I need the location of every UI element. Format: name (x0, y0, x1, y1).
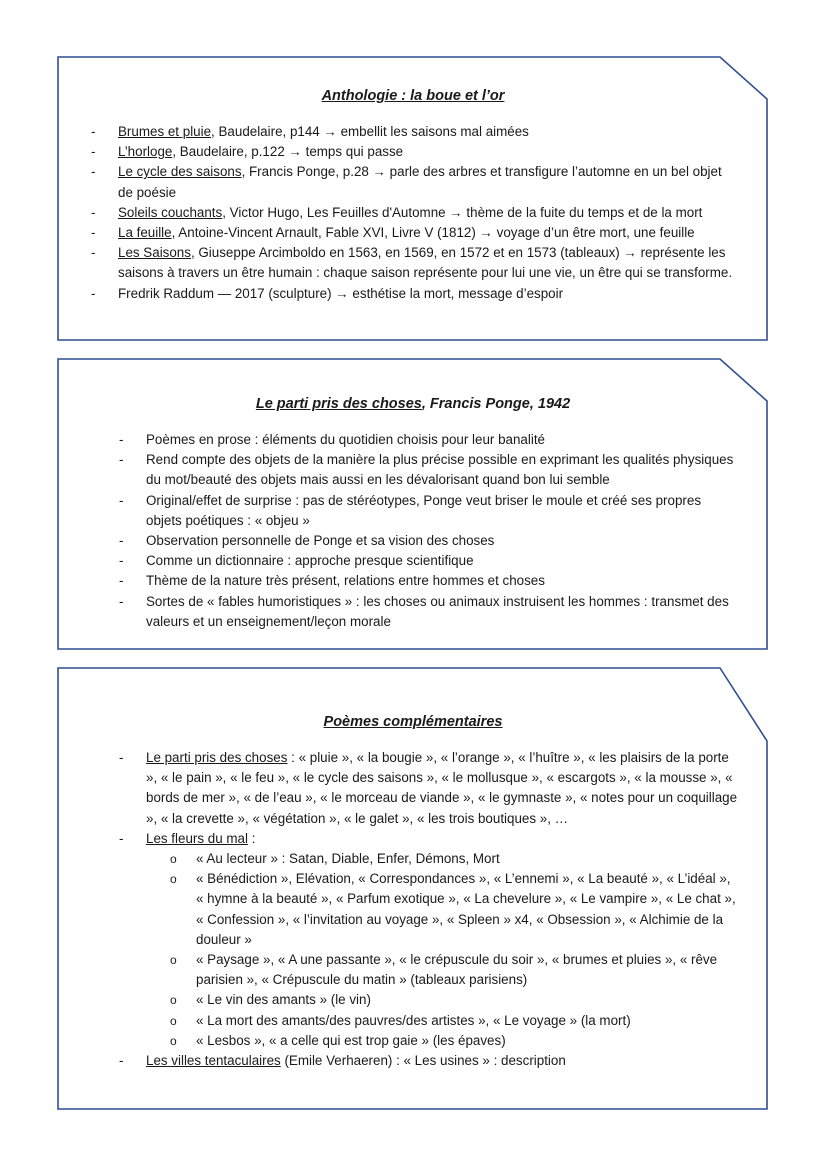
list-item: - Sortes de « fables humoristiques » : les choses ou animaux instruisent les hommes : transmet des valeurs et un enseignement/leçon morale (119, 593, 729, 629)
list-item: - Brumes et pluie, Baudelaire, p144 → embellit les saisons mal aimées (91, 124, 529, 139)
list-item: - Les Saisons, Giuseppe Arcimboldo en 1563, en 1569, en 1572 et en 1573 (tableaux) → représente les saisons à travers un être humain : chaque saison représente pour lui une vie, un être qui se transforme. (91, 245, 733, 281)
sub-list-item: o « La mort des amants/des pauvres/des artistes », « Le voyage » (la mort) (170, 1012, 631, 1028)
sub-list-item: o « Bénédiction », Elévation, « Correspondances », « L’ennemi », « La beauté », « L’idéal », « hymne à la beauté », « Parfum exotique », « La chevelure », « Le vampire », « Le chat », « Confession », « l’invitation au voyage », « Spleen » x4, « Obsession », « Alchimie de la douleur » (170, 871, 736, 947)
list-item: - Soleils couchants, Victor Hugo, Les Feuilles d'Automne → thème de la fuite du temps et de la mort (91, 204, 703, 220)
section-poemes (57, 667, 769, 1111)
section-parti-pris (57, 358, 769, 651)
list-item: - Thème de la nature très présent, relations entre hommes et choses (119, 573, 545, 589)
list-item: - L’horloge, Baudelaire, p.122 → temps qui passe (91, 144, 404, 160)
list-item: - Poèmes en prose : éléments du quotidien choisis pour leur banalité (119, 432, 545, 447)
section-title: Anthologie : la boue et l’or (321, 88, 505, 104)
sub-list-item: o « Paysage », « A une passante », « le crépuscule du soir », « brumes et pluies », « rêve parisien », « Crépuscule du matin » (tableaux parisiens) (170, 952, 718, 988)
list-item: - Original/effet de surprise : pas de stéréotypes, Ponge veut briser le moule et créé ses propres objets poétiques : « objeu » (119, 492, 702, 528)
list-item: - Les fleurs du mal : o « Au lecteur » : Satan, Diable, Enfer, Démons, Mort o « Bénédiction », Elévation, « Correspondances », « L’ennemi », « La beauté », « L’idéal », « hymne à la beauté », « Parfum exotique », « La chevelure », « Le vampire », « Le chat », « Confession », « l’invitation au voyage », « Spleen » x4, « Obsession », « Alchimie de la douleur » o « Paysage », « A une passante », « le crépuscule du soir », « brumes et pluies », « rêve parisien », « Crépuscule du matin » (tableaux parisiens) o « Le vin des amants » (le vin) o « La mort des amants/des pauvres/des artistes », « Le voyage » (la mort) o « Lesbos », « a celle qui est trop gaie » (les épaves) (146, 829, 739, 1051)
list-item: - Rend compte des objets de la manière la plus précise possible en exprimant les qualités physiques du mot/beauté des objets mais aussi en les dévalorisant quand bon lui semble (119, 452, 734, 488)
list-item: - La feuille, Antoine-Vincent Arnault, Fable XVI, Livre V (1812) → voyage d’un être mort, une feuille (91, 225, 695, 241)
section-anthologie (57, 56, 769, 342)
sub-list (146, 849, 739, 1051)
list-item: - Le parti pris des choses : « pluie », « la bougie », « l’orange », « l’huître », « les plaisirs de la porte », « le pain », « le feu », « le cycle des saisons », « le mollusque », « escargots », « la mousse », « bords de mer », « de l’eau », « le morceau de viande », « le gymnaste », « notes pour un coquillage », « la crevette », « végétation », « le galet », « les trois boutiques », … (119, 750, 738, 826)
sub-list-item: o « Lesbos », « a celle qui est trop gaie » (les épaves) (170, 1032, 506, 1048)
sub-list-item: o « Le vin des amants » (le vin) (170, 992, 371, 1008)
list-item: - Fredrik Raddum — 2017 (sculpture) → esthétise la mort, message d’espoir (91, 285, 564, 301)
sub-list-item: o « Au lecteur » : Satan, Diable, Enfer, Démons, Mort (170, 851, 500, 867)
list-item: - Observation personnelle de Ponge et sa vision des choses (119, 533, 495, 549)
list-item: - Le cycle des saisons, Francis Ponge, p.28 → parle des arbres et transfigure l’automne en un bel objet de poésie (91, 164, 722, 200)
list-item: - Comme un dictionnaire : approche presque scientifique (119, 553, 474, 569)
section-title: Le parti pris des choses, Francis Ponge, 1942 (255, 396, 571, 412)
list-item: - Les villes tentaculaires (Emile Verhaeren) : « Les usines » : description (119, 1053, 566, 1069)
section-title: Poèmes complémentaires (323, 714, 503, 730)
